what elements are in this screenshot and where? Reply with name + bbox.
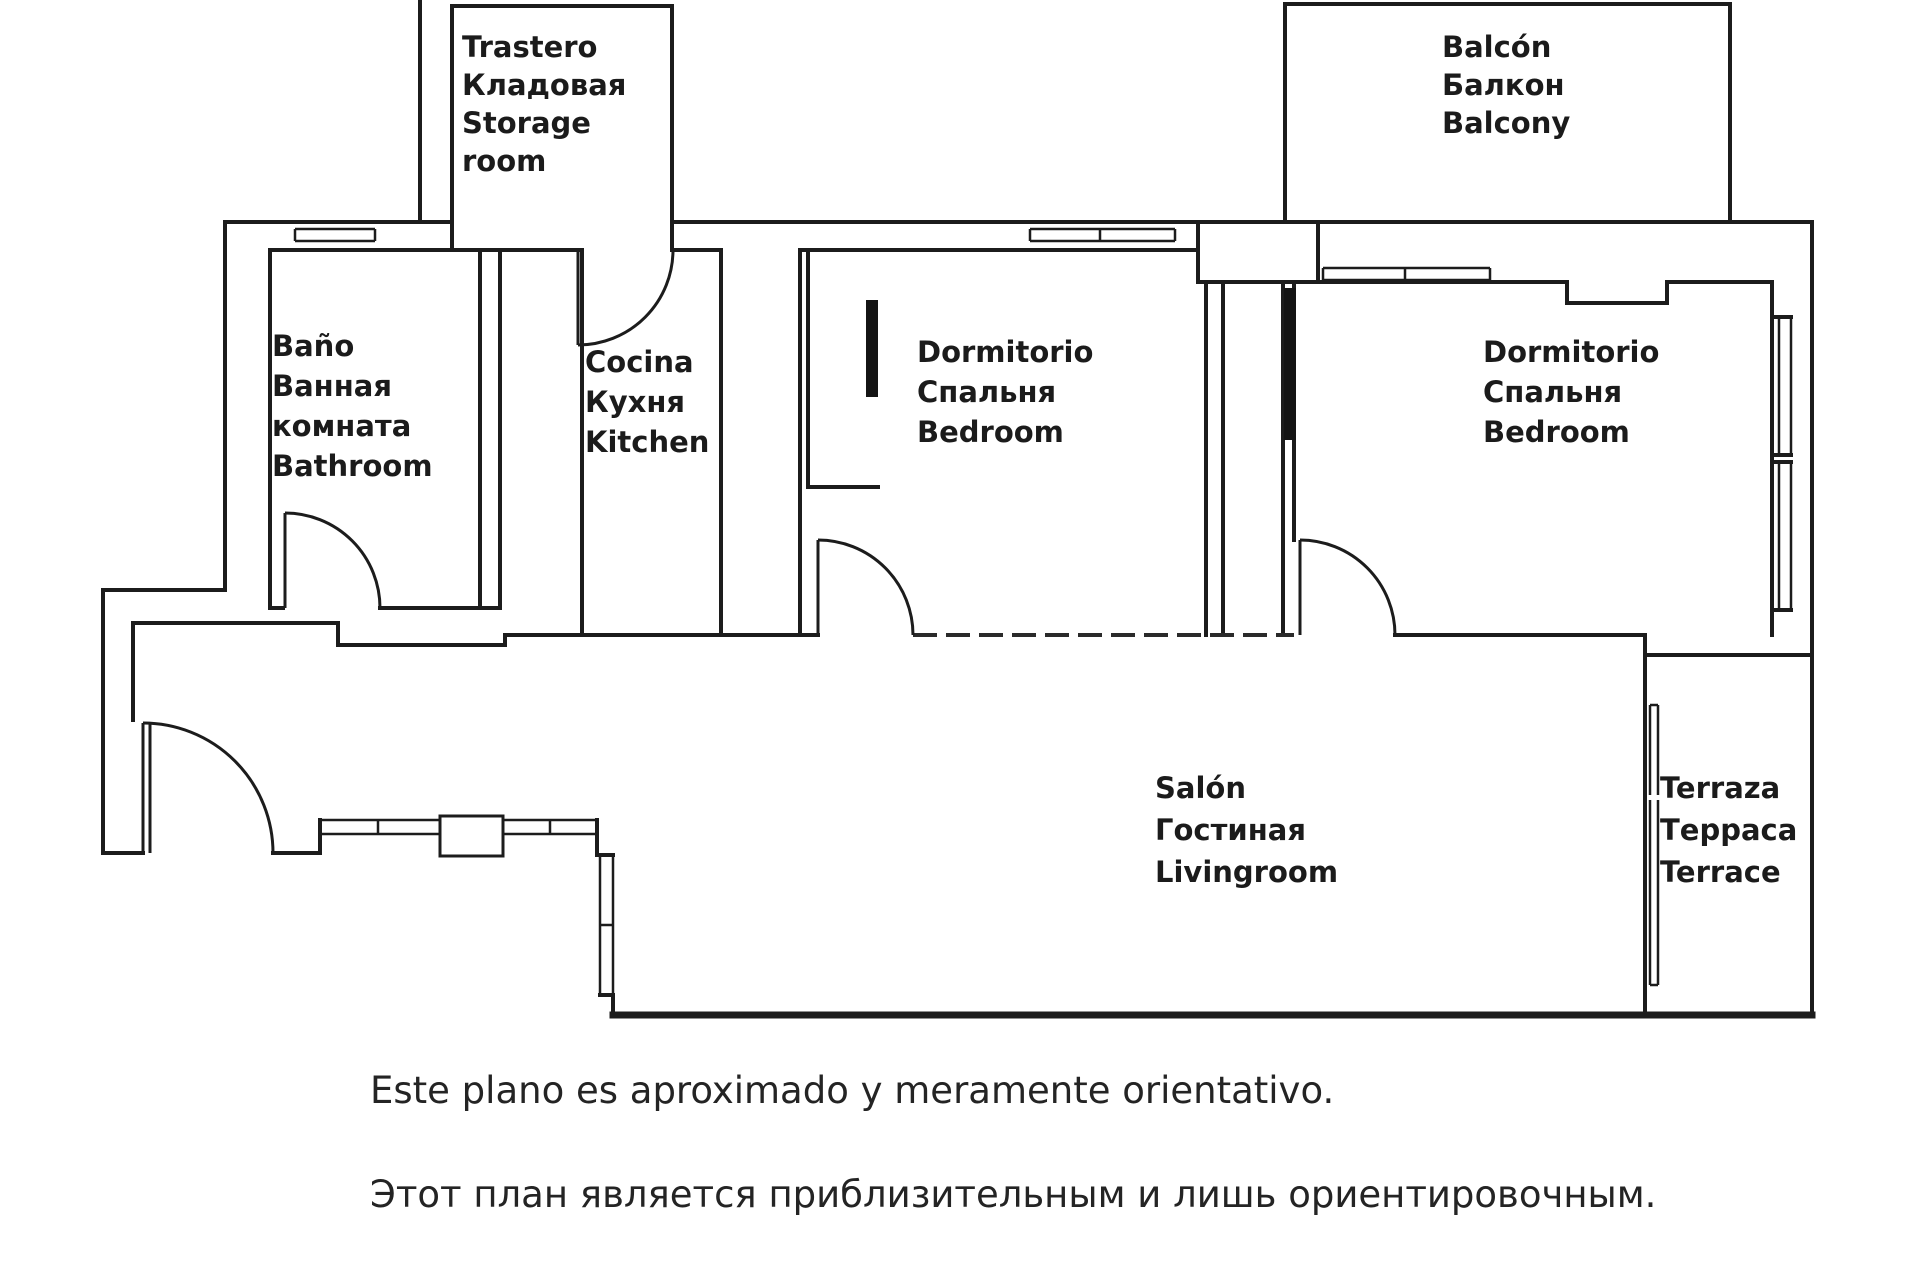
bedroom2-label-ru: Спальня	[1483, 375, 1623, 409]
bathroom-label-ru1: Ванная	[272, 369, 392, 403]
lower-left-walls	[103, 820, 613, 1015]
bathroom-label-ru2: комната	[272, 409, 412, 443]
bedroom2-label-es: Dormitorio	[1483, 335, 1660, 369]
livingroom-label	[1155, 771, 1338, 889]
bathroom-door	[285, 513, 380, 608]
bathroom-label-en: Bathroom	[272, 449, 433, 483]
balcony-label-es: Balcón	[1442, 30, 1552, 64]
bathroom-window	[295, 229, 375, 241]
bedroom1-door	[818, 540, 913, 635]
balcony-label-ru: Балкон	[1442, 68, 1565, 102]
bedroom1-label-ru: Спальня	[917, 375, 1057, 409]
livingroom-label-es: Salón	[1155, 771, 1246, 805]
bathroom-door-arc	[285, 513, 380, 608]
livingroom-label-en: Livingroom	[1155, 855, 1339, 889]
living-west-window	[600, 855, 613, 995]
livingroom-door-leaf	[143, 723, 150, 853]
kitchen-label	[585, 345, 709, 459]
bedroom2-wardrobe-bar	[1284, 288, 1296, 440]
storage-label-en1: Storage	[462, 106, 591, 140]
balcony-label	[1442, 30, 1570, 140]
bedroom2-label-en: Bedroom	[1483, 415, 1630, 449]
living-top-walls	[133, 623, 1645, 720]
bedrooms-shaft-walls	[1206, 282, 1294, 635]
entrance-door	[578, 250, 673, 345]
balcony-label-en: Balcony	[1442, 106, 1571, 140]
kitchen-label-en: Kitchen	[585, 425, 710, 459]
kitchen-label-ru: Кухня	[585, 385, 685, 419]
storage-label-en2: room	[462, 144, 547, 178]
terrace-label-en: Terrace	[1660, 855, 1781, 889]
terrace-label	[1660, 771, 1797, 889]
bedroom1-wardrobe-bar	[866, 300, 878, 397]
disclaimer-es: Este plano es aproximado y meramente orientativo.	[370, 1069, 1335, 1112]
bathroom-label-es: Baño	[272, 329, 355, 363]
left-outer-walls	[103, 222, 225, 853]
terrace-label-ru: Терраса	[1660, 813, 1798, 847]
bedroom1-window	[1030, 229, 1175, 241]
living-south-pillar	[440, 816, 503, 856]
bedroom2-door	[1300, 540, 1395, 635]
kitchen-label-es: Cocina	[585, 345, 694, 379]
bedroom2-label	[1483, 335, 1659, 449]
livingroom-door	[143, 723, 273, 853]
disclaimer-ru: Этот план является приблизительным и лишь ориентировочным.	[370, 1173, 1657, 1216]
storage-label-es: Trastero	[462, 30, 598, 64]
entrance-door-arc	[578, 250, 673, 345]
storage-room-label	[462, 30, 626, 178]
living-south-window-1	[320, 820, 440, 834]
disclaimers	[370, 1069, 1656, 1216]
livingroom-label-ru: Гостиная	[1155, 813, 1306, 847]
living-south-window-2	[503, 820, 597, 834]
storage-label-ru: Кладовая	[462, 68, 627, 102]
bedroom1-label-en: Bedroom	[917, 415, 1064, 449]
terrace-label-es: Terraza	[1660, 771, 1781, 805]
balcony-bedroom2-window	[1323, 268, 1490, 280]
bathroom-label	[272, 329, 433, 483]
bedroom2-door-arc	[1300, 540, 1395, 635]
walls	[103, 0, 1812, 1015]
bedroom1-label-es: Dormitorio	[917, 335, 1094, 369]
bedroom1-label	[917, 335, 1093, 449]
livingroom-door-arc	[143, 723, 273, 853]
bedroom1-door-arc	[818, 540, 913, 635]
terrace-divider-window	[1650, 705, 1658, 985]
bedrooms-pillar-walls	[1198, 222, 1318, 282]
